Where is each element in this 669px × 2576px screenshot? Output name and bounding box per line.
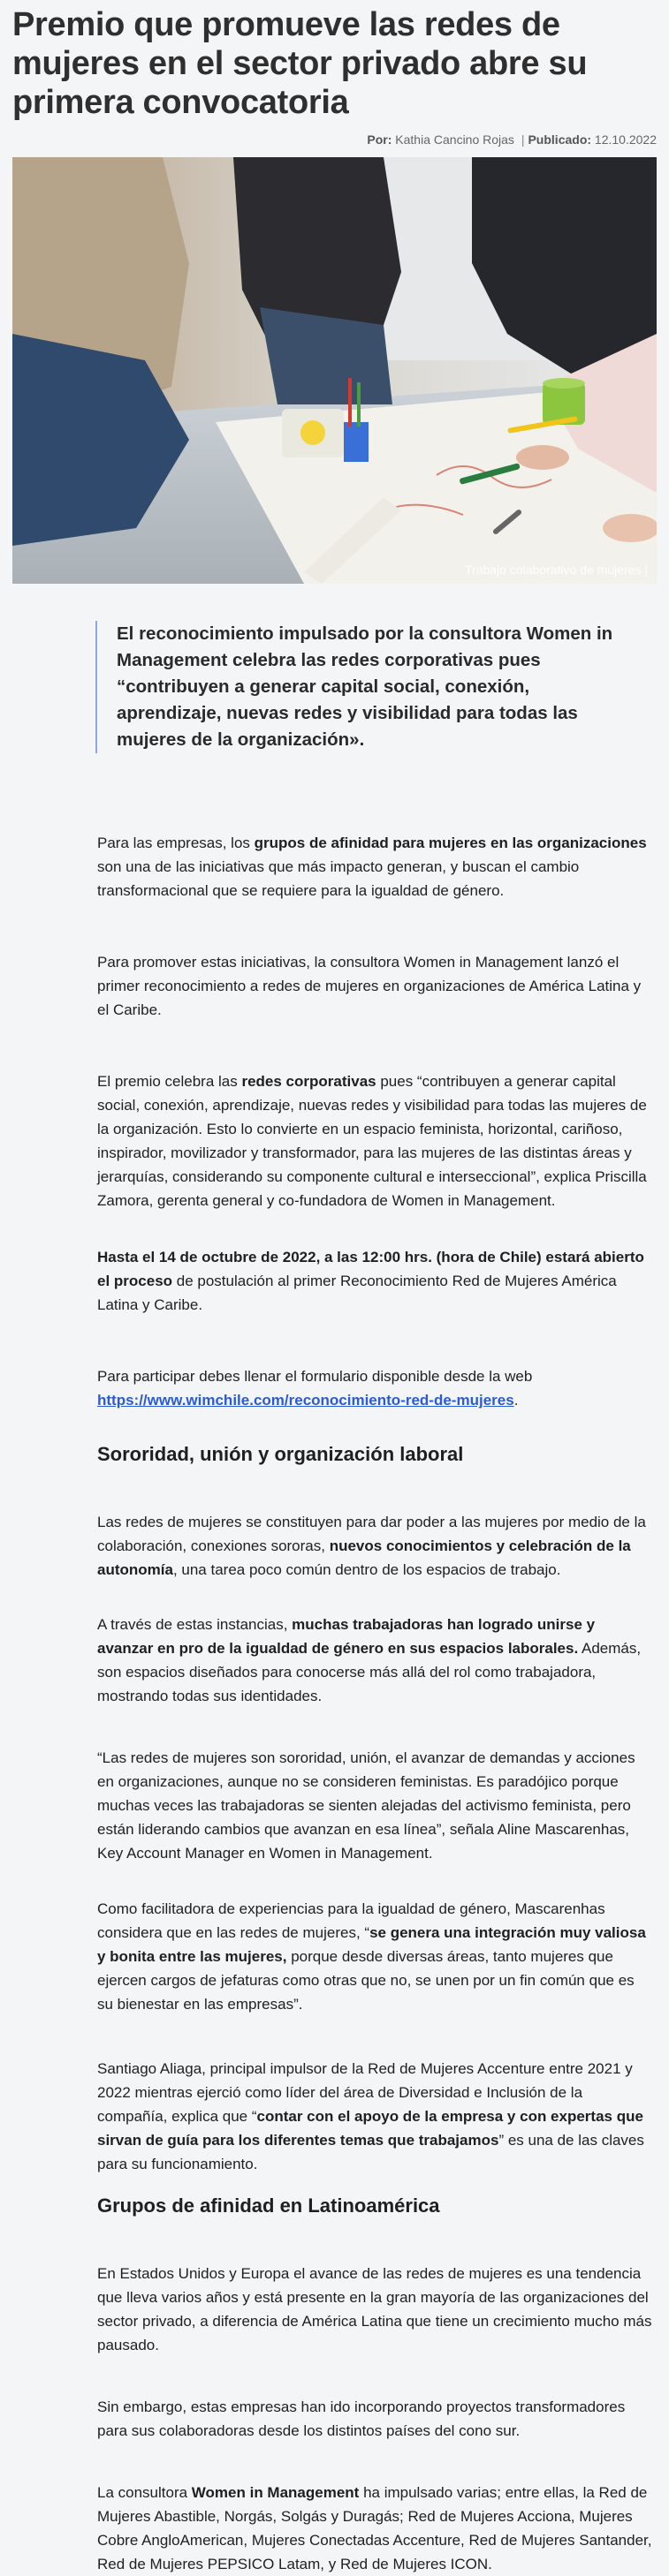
paragraph bbox=[97, 1364, 654, 1412]
author-name[interactable]: Kathia Cancino Rojas bbox=[395, 132, 514, 147]
text-run: porque desde diversas áreas, tanto mujeres que ejercen cargos de jefaturas como otras que no, se unen por un fin común que es su bienestar en las empresas”. bbox=[97, 1948, 635, 2013]
paragraph bbox=[97, 1613, 654, 1708]
paragraph bbox=[97, 1245, 654, 1317]
text-run: Además, son espacios diseñados para conocerse más allá del rol como trabajadora, mostrando todas sus identidades. bbox=[97, 1640, 642, 1704]
text-run: A través de estas instancias, bbox=[97, 1616, 293, 1633]
text-run: pues “contribuyen a generar capital social, conexión, aprendizaje, nuevas redes y visibilidad para todas las mujeres de la organización. Esto lo convierte en un espacio feminista, horizontal, cariñoso, inspirador, movilizador y transformador, para las mujeres de las distintas áreas y jerarquías, considerando su componente cultural e interseccional”, explica Priscilla Zamora, gerenta general y co-fundadora de Women in Management. bbox=[97, 1073, 647, 1209]
paragraph bbox=[97, 2481, 654, 2576]
section-heading: Sororidad, unión y organización laboral bbox=[97, 1443, 464, 1465]
text-run: . bbox=[513, 1392, 519, 1409]
paragraph: Sin embargo, estas empresas han ido incorporando proyectos transformadores para sus colaboradoras desde los distintos países del cono sur. bbox=[97, 2398, 626, 2439]
paragraph: Para promover estas iniciativas, la consultora Women in Management lanzó el primer reconocimiento a redes de mujeres en organizaciones de América Latina y el Caribe. bbox=[97, 954, 642, 1018]
bold-run: Hasta el 14 de octubre de 2022, a las 12:00 hrs. (hora de Chile) estará abierto el proceso bbox=[97, 1249, 644, 1289]
article-body bbox=[97, 831, 654, 2576]
published-label: Publicado: bbox=[528, 132, 592, 147]
paragraph bbox=[97, 2057, 654, 2176]
hero-image bbox=[12, 157, 657, 584]
bold-run: nuevos conocimientos y celebración de la autonomía bbox=[97, 1537, 631, 1578]
article-meta bbox=[0, 122, 669, 152]
bold-run: muchas trabajadoras han logrado unirse y avanzar en pro de la igualdad de género en sus espacios laborales. bbox=[97, 1616, 596, 1657]
hero-photo-illustration bbox=[12, 157, 657, 584]
author-label: Por: bbox=[367, 132, 392, 147]
text-run: Las redes de mujeres se constituyen para dar poder a las mujeres por medio de la colaboración, conexiones sororas, bbox=[97, 1514, 646, 1554]
paragraph: En Estados Unidos y Europa el avance de las redes de mujeres es una tendencia que lleva varios años y está presente en la gran mayoría de las organizaciones del sector privado, a diferencia de América Latina que tiene un crecimiento mucho más pausado. bbox=[97, 2265, 652, 2353]
bold-run: se genera una integración muy valiosa y bonita entre las mujeres, bbox=[97, 1924, 646, 1965]
text-run: de postulación al primer Reconocimiento Red de Mujeres América Latina y Caribe. bbox=[97, 1273, 617, 1313]
bold-run: grupos de afinidad para mujeres en las organizaciones bbox=[254, 835, 647, 851]
published-date: 12.10.2022 bbox=[594, 132, 657, 147]
paragraph bbox=[97, 831, 654, 903]
text-run: Para participar debes llenar el formulario disponible desde la web bbox=[97, 1368, 533, 1385]
paragraph bbox=[97, 1897, 654, 2016]
text-run: Como facilitadora de experiencias para la igualdad de género, Mascarenhas considera que en las redes de mujeres, “ bbox=[97, 1900, 605, 1941]
pull-quote: El reconocimiento impulsado por la consultora Women in Management celebra las redes corporativas pues “contribuyen a generar capital social, conexión, aprendizaje, nuevas redes y visibilidad para todas las mujeres de la organización». bbox=[95, 621, 632, 753]
paragraph bbox=[97, 1069, 654, 1212]
text-run: ha impulsado varias; entre ellas, la Red de Mujeres Abastible, Norgás, Solgás y Duragás; Red de Mujeres Acciona, Mujeres Cobre AngloAmerican, Mujeres Conectadas Accenture, Red de Mujeres Santander, Red de Mujeres PEPSICO Latam, y Red de Mujeres ICON. bbox=[97, 2484, 652, 2572]
bold-run: contar con el apoyo de la empresa y con expertas que sirvan de guía para los diferentes temas que trabajamos bbox=[97, 2108, 643, 2149]
image-caption: Trabajo colaborativo de mujeres | bbox=[465, 563, 648, 577]
article-title: Premio que promueve las redes de mujeres en el sector privado abre su primera convocatoria bbox=[12, 6, 588, 121]
form-link[interactable]: https://www.wimchile.com/reconocimiento-red-de-mujeres bbox=[97, 1392, 514, 1409]
paragraph: “Las redes de mujeres son sororidad, unión, el avanzar de demandas y acciones en organizaciones, aunque no se consideren feministas. Es paradójico porque muchas veces las trabajadoras se sienten alejadas del activismo feminista, pero están liderando cambios que avanzan en esa línea”, señala Aline Mascarenhas, Key Account Manager en Women in Management. bbox=[97, 1749, 635, 1862]
section-heading: Grupos de afinidad en Latinoamérica bbox=[97, 2195, 440, 2217]
text-run: La consultora bbox=[97, 2484, 192, 2501]
bold-run: redes corporativas bbox=[241, 1073, 376, 1090]
text-run: , una tarea poco común dentro de los espacios de trabajo. bbox=[172, 1561, 561, 1578]
text-run: ” es una de las claves para su funcionamiento. bbox=[97, 2132, 644, 2172]
text-run: Para las empresas, los bbox=[97, 835, 255, 851]
bold-run: Women in Management bbox=[191, 2484, 360, 2501]
meta-separator: | bbox=[521, 132, 525, 147]
text-run: El premio celebra las bbox=[97, 1073, 242, 1090]
text-run: Santiago Aliaga, principal impulsor de la Red de Mujeres Accenture entre 2021 y 2022 mientras ejerció como líder del área de Diversidad e Inclusión de la compañía, explica que “ bbox=[97, 2060, 633, 2125]
paragraph bbox=[97, 1510, 654, 1582]
text-run: son una de las iniciativas que más impacto generan, y buscan el cambio transformacional que se requiere para la igualdad de género. bbox=[97, 858, 580, 899]
